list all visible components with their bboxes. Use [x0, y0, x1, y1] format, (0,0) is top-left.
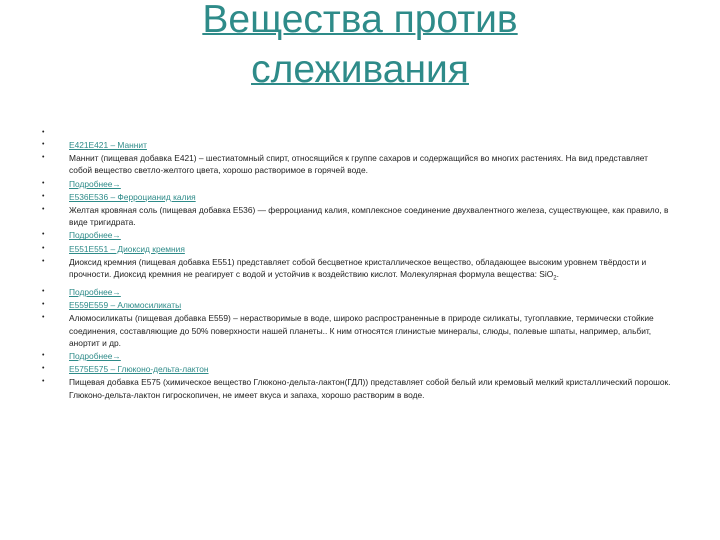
list-item-text: • Диоксид кремния (пищевая добавка E551) представляет собой бесцветное кристаллическое вещество, обладающее высоким уровнем твёрдости и прочности. Диоксид кремния не реагирует с водой и устойчив к воздействию кислот. Молекулярная формула вещества: SiO$_2$. [42, 256, 672, 285]
item-link[interactable]: E536E536 – Ферроцианид калия [69, 191, 196, 202]
slide-title-line-2: слеживания [251, 48, 469, 91]
item-link[interactable]: Подробнее→ [69, 350, 121, 361]
item-link[interactable]: Подробнее→ [69, 286, 121, 297]
list-item-text: • Пищевая добавка E575 (химическое вещество Глюконо-дельта-лактон(ГДЛ)) представляет собой белый или кремовый мелкий кристаллический порошок. Глюконо-дельта-лактон гигроскопичен, не имеет вкуса и запаха, хорошо растворим в воде. [42, 376, 672, 400]
item-link[interactable]: E551E551 – Диоксид кремния [69, 243, 185, 254]
list-item-link[interactable] [42, 299, 672, 311]
list-item-link[interactable] [42, 363, 672, 375]
item-link[interactable]: E421E421 – Маннит [69, 140, 147, 150]
list-item-empty [42, 127, 672, 138]
slide-title-line-1: Вещества против [202, 0, 518, 41]
list-item-text: • Желтая кровяная соль (пищевая добавка E536) — ферроцианид калия, комплексное соединение двухвалентного железа, существующее, как правило, в виде тригидрата. [42, 204, 672, 228]
list-item-text: • Алюмосиликаты (пищевая добавка E559) – нерастворимые в воде, широко распространенные в природе силикаты, тугоплавкие, термически стойкие соединения, составляющие до 50% поверхности нашей планеты.. К ним относятся глинистые минералы, слюды, полевые шпаты, например, альбит, анортит и др. [42, 312, 672, 349]
list-item-text: • Маннит (пищевая добавка E421) – шестиатомный спирт, относящийся к группе сахаров и содержащийся во многих растениях. На вид представляет собой вещество светло-желтого цвета, хорошо растворимое в горячей воде. [42, 152, 672, 176]
bullet-list [42, 127, 672, 402]
list-item-link[interactable] [42, 243, 672, 255]
list-item-link[interactable] [42, 139, 672, 151]
list-item-link[interactable] [42, 191, 672, 203]
list-item-link[interactable] [42, 178, 672, 190]
item-link[interactable]: Подробнее→ [69, 178, 121, 189]
list-item-link[interactable] [42, 229, 672, 241]
item-link[interactable]: E575E575 – Глюконо-дельта-лактон [69, 364, 209, 375]
item-link[interactable]: Подробнее→ [69, 230, 121, 241]
list-item-link[interactable] [42, 286, 672, 298]
list-item-link[interactable] [42, 350, 672, 362]
item-link[interactable]: E559E559 – Алюмосиликаты [69, 300, 182, 311]
